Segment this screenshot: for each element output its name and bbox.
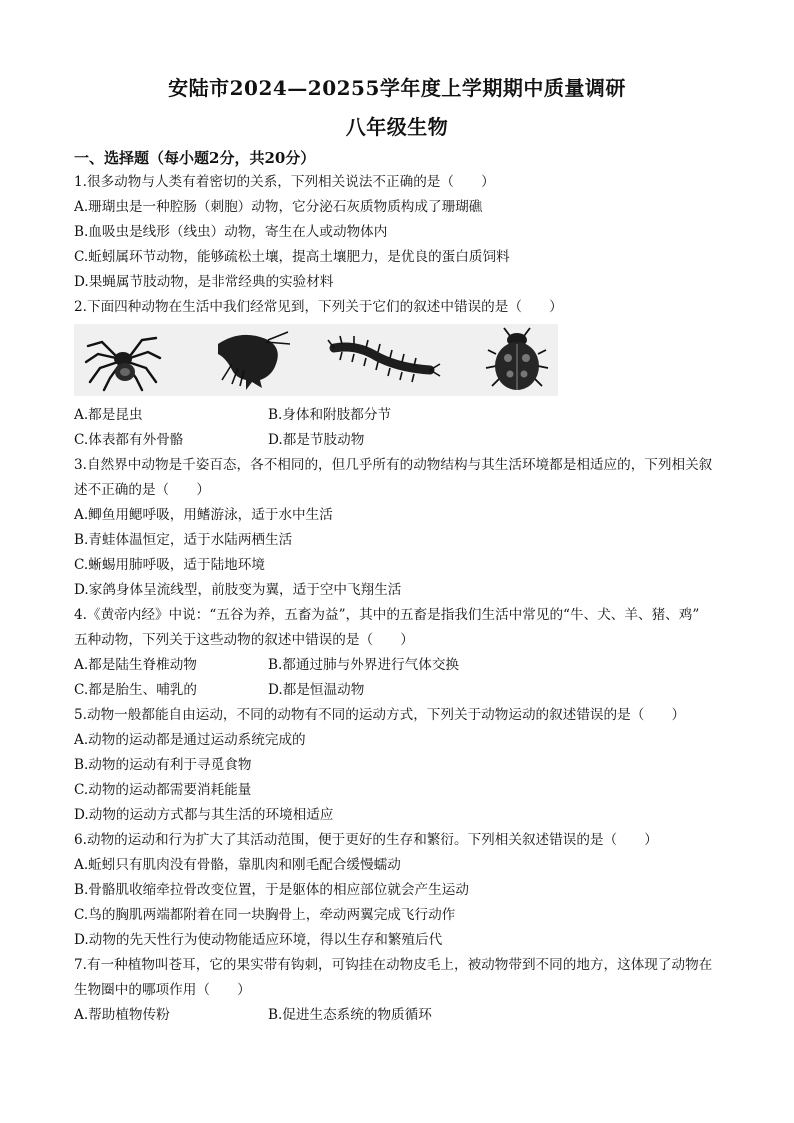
q2-option-d: D.都是节肢动物 (268, 432, 365, 448)
q5-option-d: D.动物的运动方式都与其生活的环境相适应 (74, 807, 334, 823)
q6-stem: 6.动物的运动和行为扩大了其活动范围，便于更好的生存和繁衍。下列相关叙述错误的是（ ） (74, 832, 658, 848)
section-heading: 一、选择题（每小题2分，共20分） (74, 149, 316, 167)
q7-option-b: B.促进生态系统的物质循环 (268, 1007, 432, 1023)
q6-option-b: B.骨骼肌收缩牵拉骨改变位置，于是躯体的相应部位就会产生运动 (74, 882, 469, 898)
q4-stem-line2: 五种动物，下列关于这些动物的叙述中错误的是（ ） (74, 632, 414, 648)
q5-option-b: B.动物的运动有利于寻觅食物 (74, 757, 252, 773)
q7-stem-line2: 生物圈中的哪项作用（ ） (74, 982, 251, 998)
q2-figure (74, 324, 558, 396)
q4-option-a: A.都是陆生脊椎动物 (74, 657, 197, 673)
q6-option-d: D.动物的先天性行为使动物能适应环境，得以生存和繁殖后代 (74, 932, 443, 948)
q3-option-a: A.鲫鱼用鳃呼吸，用鳍游泳，适于水中生活 (74, 507, 333, 523)
page-subtitle: 八年级生物 (345, 115, 449, 139)
q7-stem-line1: 7.有一种植物叫苍耳，它的果实带有钩刺，可钩挂在动物皮毛上，被动物带到不同的地方，这体现了动物在 (74, 957, 713, 973)
q4-stem-line1: 4.《黄帝内经》中说：“五谷为养，五畜为益”，其中的五畜是指我们生活中常见的“牛、犬、羊、猪、鸡” (74, 607, 700, 623)
q1-option-c: C.蚯蚓属环节动物，能够疏松土壤，提高土壤肥力，是优良的蛋白质饲料 (74, 249, 510, 265)
q1-option-a: A.珊瑚虫是一种腔肠（刺胞）动物，它分泌石灰质物质构成了珊瑚礁 (74, 199, 483, 215)
spider-icon (80, 324, 166, 396)
q3-stem-line2: 述不正确的是（ ） (74, 482, 210, 498)
q2-option-b: B.身体和附肢都分节 (268, 407, 392, 423)
q3-stem-line1: 3.自然界中动物是千姿百态，各不相同的，但几乎所有的动物结构与其生活环境都是相适应的，下列相关叙 (74, 457, 713, 473)
q4-option-c: C.都是胎生、哺乳的 (74, 682, 197, 698)
q5-option-c: C.动物的运动都需要消耗能量 (74, 782, 252, 798)
q3-option-b: B.青蛙体温恒定，适于水陆两栖生活 (74, 532, 293, 548)
q1-stem: 1.很多动物与人类有着密切的关系，下列相关说法不正确的是（ ） (74, 174, 495, 190)
ladybug-icon (484, 324, 550, 396)
centipede-icon (326, 324, 442, 396)
q6-option-c: C.鸟的胸肌两端都附着在同一块胸骨上，牵动两翼完成飞行动作 (74, 907, 456, 923)
q4-option-b: B.都通过肺与外界进行气体交换 (268, 657, 460, 673)
shrimp-icon (202, 324, 292, 396)
q2-stem: 2.下面四种动物在生活中我们经常见到，下列关于它们的叙述中错误的是（ ） (74, 299, 563, 315)
q3-option-c: C.蜥蜴用肺呼吸，适于陆地环境 (74, 557, 265, 573)
q4-option-d: D.都是恒温动物 (268, 682, 365, 698)
q1-option-b: B.血吸虫是线形（线虫）动物，寄生在人或动物体内 (74, 224, 388, 240)
q7-option-a: A.帮助植物传粉 (74, 1007, 170, 1023)
q2-option-a: A.都是昆虫 (74, 407, 143, 423)
q2-option-c: C.体表都有外骨骼 (74, 432, 184, 448)
q6-option-a: A.蚯蚓只有肌肉没有骨骼，靠肌肉和刚毛配合缓慢蠕动 (74, 857, 401, 873)
q5-option-a: A.动物的运动都是通过运动系统完成的 (74, 732, 306, 748)
q1-option-d: D.果蝇属节肢动物，是非常经典的实验材料 (74, 274, 334, 290)
page-title: 安陆市2024—20255学年度上学期期中质量调研 (168, 76, 626, 100)
q5-stem: 5.动物一般都能自由运动，不同的动物有不同的运动方式，下列关于动物运动的叙述错误的是（ ） (74, 707, 686, 723)
q3-option-d: D.家鸽身体呈流线型，前肢变为翼，适于空中飞翔生活 (74, 582, 402, 598)
